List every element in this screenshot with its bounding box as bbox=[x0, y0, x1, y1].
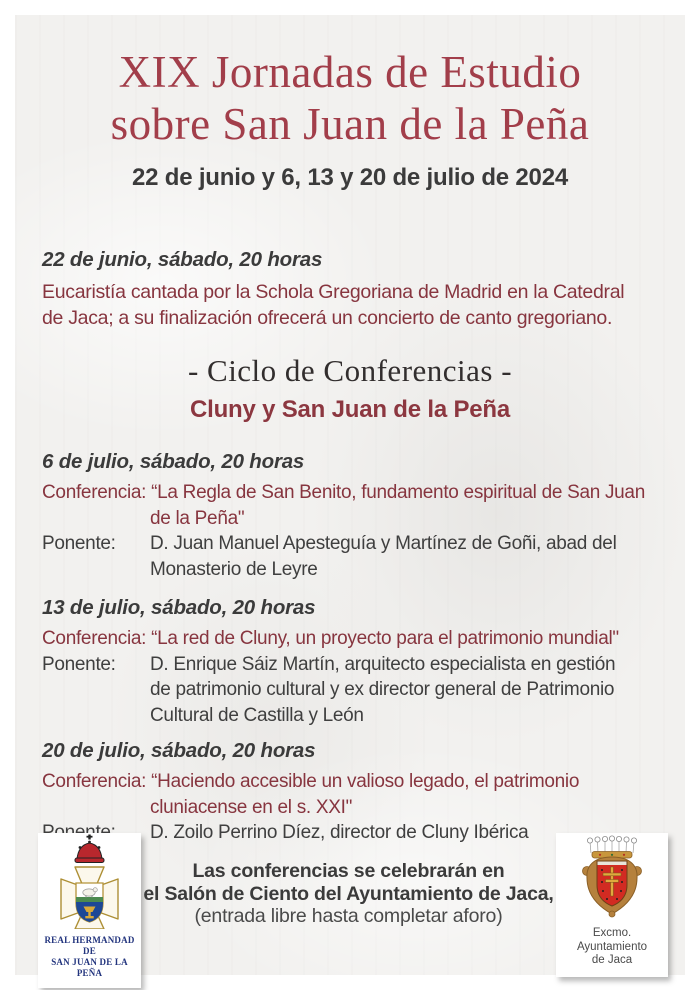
conference-label: Conferencia: bbox=[42, 628, 147, 649]
ponente-label: Ponente: bbox=[42, 533, 116, 554]
poster-footer bbox=[38, 833, 668, 988]
opening-event-description bbox=[42, 280, 658, 331]
event-dates: 22 de junio y 6, 13 y 20 de julio de 2024 bbox=[132, 164, 568, 191]
ayuntamiento-caption bbox=[556, 926, 668, 977]
conference-2-title bbox=[42, 626, 658, 652]
conference-2-title-line: “La red de Cluny, un proyecto para el patrimonio mundial" bbox=[151, 628, 619, 649]
conference-2-speaker-line: D. Enrique Sáiz Martín, arquitecto especialista en gestión bbox=[150, 653, 616, 675]
jaca-crest-icon bbox=[556, 833, 668, 921]
conference-block-2 bbox=[42, 596, 658, 728]
opening-description-line: de Jaca; a su finalización ofrecerá un concierto de canto gregoriano. bbox=[42, 306, 613, 329]
conference-2-speaker-line: Cultural de Castilla y León bbox=[150, 704, 364, 726]
title-line-1: XIX Jornadas de Estudio bbox=[118, 47, 582, 97]
conference-label: Conferencia: bbox=[42, 771, 147, 792]
ponente-label: Ponente: bbox=[42, 653, 116, 675]
conference-block-1 bbox=[42, 450, 658, 582]
conference-2-body bbox=[42, 626, 658, 728]
conference-block-3 bbox=[42, 739, 658, 846]
venue-line: Las conferencias se celebrarán en bbox=[192, 860, 505, 882]
conference-1-heading: 6 de julio, sábado, 20 horas bbox=[42, 450, 305, 473]
conference-1-body bbox=[42, 480, 658, 582]
conference-1-speaker bbox=[42, 531, 658, 582]
cycle-heading: - Ciclo de Conferencias - bbox=[187, 353, 513, 388]
conference-3-title bbox=[42, 769, 658, 820]
opening-event-heading: 22 de junio, sábado, 20 horas bbox=[42, 248, 323, 271]
conference-2-speaker bbox=[42, 652, 658, 729]
ayuntamiento-caption-line: Excmo. Ayuntamiento bbox=[576, 927, 648, 953]
ayuntamiento-caption-line: de Jaca bbox=[591, 954, 633, 966]
conference-1-speaker-line: D. Juan Manuel Apesteguía y Martínez de Goñi, abad del bbox=[150, 533, 617, 554]
conference-3-title-line: cluniacense en el s. XXI" bbox=[150, 796, 353, 818]
hermandad-crest-icon bbox=[38, 833, 141, 929]
hermandad-logo-card bbox=[38, 833, 141, 988]
opening-description-line: Eucaristía cantada por la Schola Gregoriana de Madrid en la Catedral bbox=[42, 281, 625, 303]
title-line-2: sobre San Juan de la Peña bbox=[110, 99, 590, 149]
hermandad-caption-line: REAL HERMANDAD DE bbox=[44, 935, 135, 956]
venue-line: el Salón de Ciento del Ayuntamiento de Jaca, bbox=[143, 882, 554, 905]
conference-1-speaker-line: Monasterio de Leyre bbox=[150, 558, 318, 580]
hermandad-caption bbox=[38, 934, 141, 988]
hermandad-caption-line: SAN JUAN DE LA PEÑA bbox=[51, 957, 128, 978]
conference-label: Conferencia: bbox=[42, 482, 147, 503]
conference-3-speaker-line: D. Zoilo Perrino Díez, director de Cluny Ibérica bbox=[150, 822, 529, 843]
venue-note bbox=[141, 833, 556, 928]
conference-1-title bbox=[42, 480, 658, 531]
poster-content bbox=[15, 46, 685, 846]
event-poster bbox=[15, 15, 685, 978]
cycle-subtitle: Cluny y San Juan de la Peña bbox=[189, 396, 511, 423]
conference-3-heading: 20 de julio, sábado, 20 horas bbox=[42, 739, 316, 762]
ayuntamiento-logo-card bbox=[556, 833, 668, 977]
page-title bbox=[42, 46, 658, 150]
venue-line: (entrada libre hasta completar aforo) bbox=[194, 905, 503, 927]
conference-1-title-line: “La Regla de San Benito, fundamento espiritual de San Juan bbox=[151, 482, 645, 503]
conference-3-title-line: “Haciendo accesible un valioso legado, el patrimonio bbox=[151, 771, 580, 792]
conference-2-speaker-line: de patrimonio cultural y ex director general de Patrimonio bbox=[150, 679, 615, 700]
conference-2-heading: 13 de julio, sábado, 20 horas bbox=[42, 596, 316, 619]
conference-1-title-line: de la Peña" bbox=[150, 507, 245, 529]
